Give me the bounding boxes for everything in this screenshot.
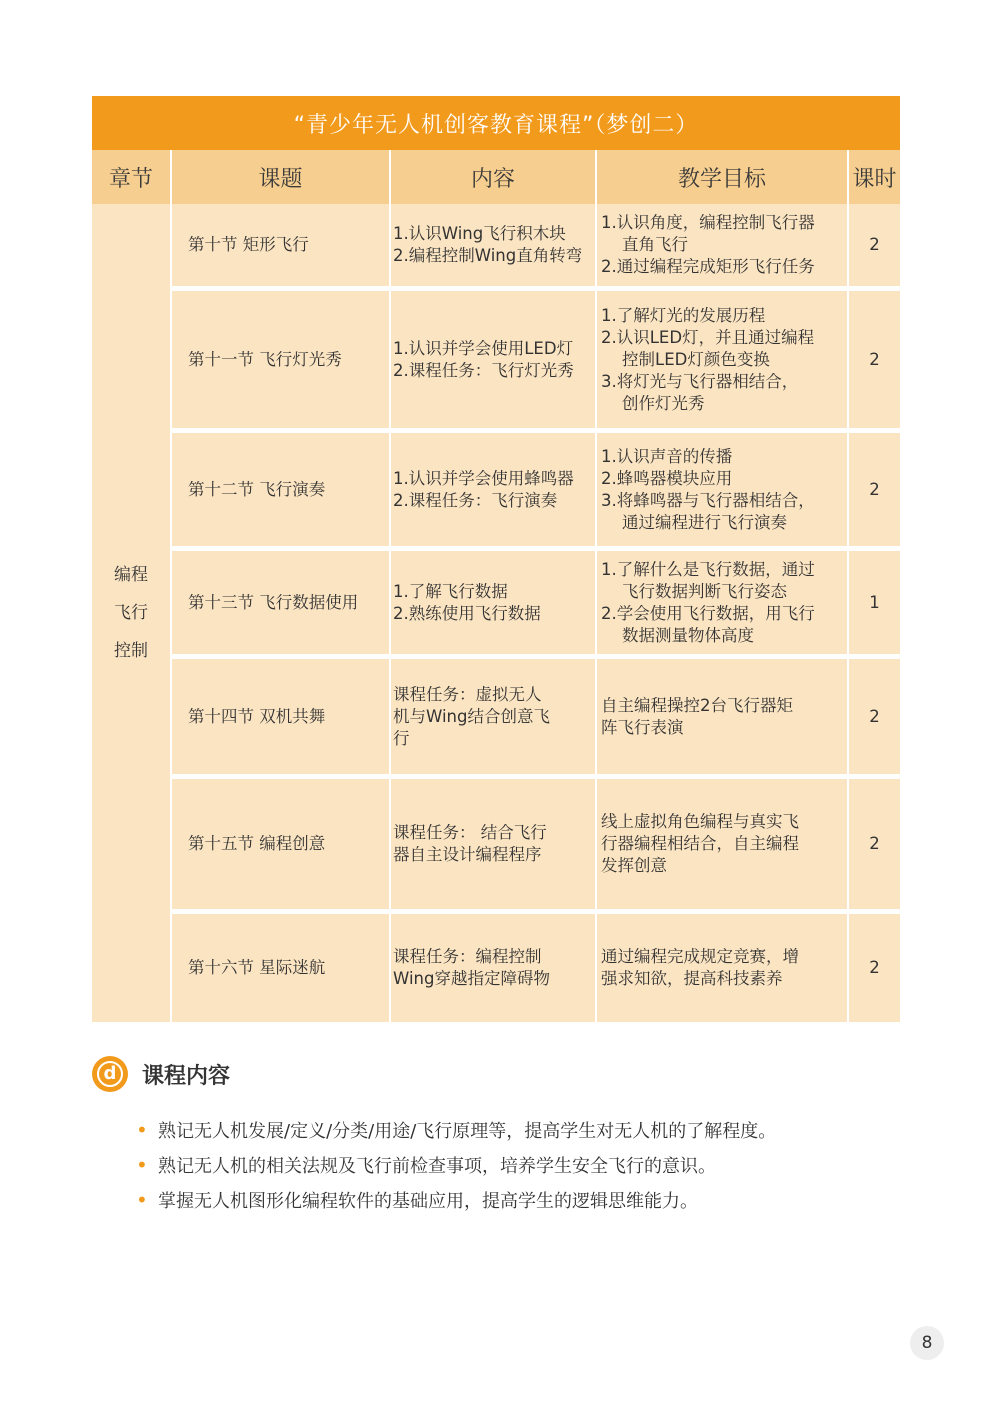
content-line: 课程任务：编程控制	[393, 947, 542, 966]
content-cell	[391, 914, 597, 1022]
content-line: 1.了解飞行数据	[393, 581, 508, 601]
goal-line: 1.了解灯光的发展历程	[601, 305, 766, 325]
goal-cell	[597, 659, 849, 774]
bullet-text: 熟记无人机的相关法规及飞行前检查事项，培养学生安全飞行的意识。	[158, 1155, 716, 1177]
topic-cell: 第十一节 飞行灯光秀	[172, 291, 391, 428]
goal-line: 线上虚拟角色编程与真实飞	[601, 812, 799, 831]
bullet-list	[136, 1112, 956, 1217]
hours-cell: 1	[869, 592, 880, 612]
page-number: 8	[910, 1326, 944, 1360]
table-title: “青少年无人机创客教育课程”（梦创二）	[92, 96, 900, 150]
content-line: 2.编程控制Wing直角转弯	[393, 246, 583, 265]
content-line: 器自主设计编程程序	[393, 845, 542, 864]
goal-line: 阵飞行表演	[601, 717, 684, 737]
content-cell	[391, 659, 597, 774]
topic-cell: 第十二节 飞行演奏	[172, 433, 391, 546]
header-content: 内容	[391, 150, 597, 204]
goal-line: 2.蜂鸣器模块应用	[601, 468, 733, 488]
section-heading	[92, 1056, 230, 1092]
goal-line: 直角飞行	[622, 235, 688, 254]
table-row	[172, 659, 900, 779]
topic-cell: 第十四节 双机共舞	[172, 659, 391, 774]
goal-line: 3.将灯光与飞行器相结合，	[601, 371, 799, 391]
content-line: 2.课程任务：飞行演奏	[393, 490, 558, 510]
content-line: 2.课程任务：飞行灯光秀	[393, 360, 574, 380]
lesson-rows	[172, 204, 900, 1022]
content-cell	[391, 204, 597, 286]
goal-line: 2.通过编程完成矩形飞行任务	[601, 257, 815, 276]
content-line: 行	[393, 728, 410, 748]
chapter-line: 编程	[114, 565, 148, 585]
goal-line: 1.认识声音的传播	[601, 446, 733, 466]
goal-line: 强求知欲，提高科技素养	[601, 969, 783, 988]
table-header-row	[92, 150, 900, 204]
goal-line: 2.认识LED灯，并且通过编程	[601, 327, 815, 347]
content-cell	[391, 551, 597, 654]
goal-line: 1.了解什么是飞行数据，通过	[601, 559, 815, 579]
bullet-item	[136, 1112, 956, 1147]
hours-cell: 2	[869, 834, 880, 853]
goal-line: 通过编程进行飞行演奏	[622, 512, 787, 532]
bullet-dot-icon: •	[136, 1187, 148, 1212]
goal-line: 控制LED灯颜色变换	[622, 349, 770, 369]
goal-cell	[597, 551, 849, 654]
chapter-cell	[92, 204, 172, 1022]
header-hours: 课时	[852, 166, 897, 192]
table-row	[172, 433, 900, 551]
goal-line: 行器编程相结合，自主编程	[601, 834, 799, 853]
topic-cell: 第十节 矩形飞行	[172, 204, 391, 286]
section-icon-letter: d	[97, 1061, 123, 1087]
table-row	[172, 914, 900, 1022]
content-cell	[391, 779, 597, 909]
bullet-dot-icon: •	[136, 1117, 148, 1142]
goal-cell	[597, 779, 849, 909]
goal-line: 1.认识角度，编程控制飞行器	[601, 213, 815, 232]
hours-cell: 2	[869, 479, 880, 499]
content-cell	[391, 433, 597, 546]
content-line: 1.认识并学会使用LED灯	[393, 338, 574, 358]
goal-cell	[597, 433, 849, 546]
header-goal: 教学目标	[597, 150, 849, 204]
content-cell	[391, 291, 597, 428]
hours-cell: 2	[869, 958, 880, 977]
content-line: 1.认识Wing飞行积木块	[393, 224, 566, 243]
table-row	[172, 291, 900, 433]
topic-cell: 第十六节 星际迷航	[172, 914, 391, 1022]
bullet-text: 熟记无人机发展/定义/分类/用途/飞行原理等，提高学生对无人机的了解程度。	[158, 1120, 777, 1142]
goal-line: 创作灯光秀	[622, 393, 705, 413]
topic-cell: 第十三节 飞行数据使用	[172, 551, 391, 654]
content-line: 2.熟练使用飞行数据	[393, 603, 541, 623]
bullet-item	[136, 1182, 956, 1217]
goal-line: 数据测量物体高度	[622, 625, 754, 645]
goal-cell	[597, 204, 849, 286]
content-line: Wing穿越指定障碍物	[393, 969, 550, 988]
table-body	[92, 204, 900, 1022]
goal-line: 2.学会使用飞行数据，用飞行	[601, 603, 815, 623]
hours-cell: 2	[869, 349, 880, 369]
chapter-line: 飞行	[114, 603, 148, 623]
content-line: 1.认识并学会使用蜂鸣器	[393, 468, 574, 488]
section-d-icon	[92, 1056, 128, 1092]
chapter-line: 控制	[114, 641, 148, 661]
content-line: 课程任务：虚拟无人	[393, 684, 542, 704]
content-line: 机与Wing结合创意飞	[393, 706, 550, 726]
goal-line: 飞行数据判断飞行姿态	[622, 581, 787, 601]
bullet-dot-icon: •	[136, 1152, 148, 1177]
table-row	[172, 204, 900, 291]
header-topic: 课题	[172, 150, 391, 204]
goal-cell	[597, 291, 849, 428]
goal-line: 通过编程完成规定竞赛，增	[601, 947, 799, 966]
goal-cell	[597, 914, 849, 1022]
bullet-text: 掌握无人机图形化编程软件的基础应用，提高学生的逻辑思维能力。	[158, 1190, 698, 1212]
hours-cell: 2	[869, 706, 880, 726]
section-title: 课程内容	[142, 1063, 231, 1089]
table-row	[172, 551, 900, 659]
bullet-item	[136, 1147, 956, 1182]
course-table	[92, 96, 900, 1022]
header-chapter: 章节	[92, 150, 172, 204]
hours-cell: 2	[869, 235, 880, 254]
content-line: 课程任务： 结合飞行	[393, 823, 547, 842]
goal-line: 自主编程操控2台飞行器矩	[601, 695, 793, 715]
chapter-label	[111, 556, 151, 670]
goal-line: 发挥创意	[601, 856, 667, 875]
table-row	[172, 779, 900, 914]
topic-cell: 第十五节 编程创意	[172, 779, 391, 909]
goal-line: 3.将蜂鸣器与飞行器相结合，	[601, 490, 815, 510]
